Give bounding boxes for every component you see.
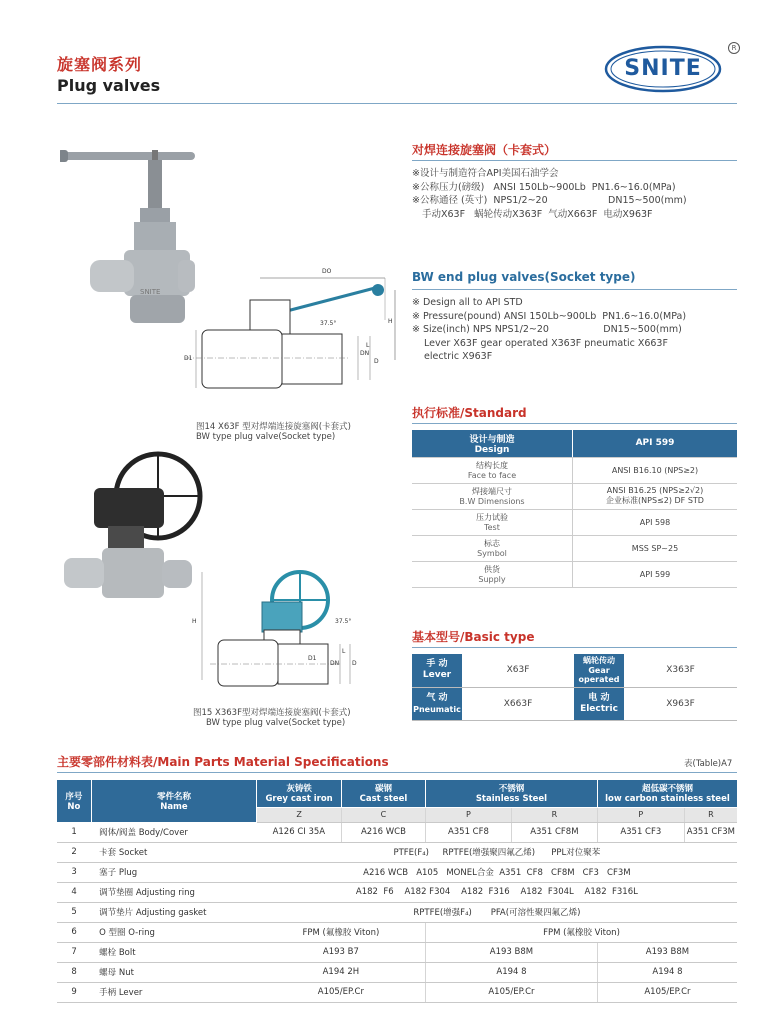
std-en: B.W Dimensions [459, 497, 525, 506]
dim-dn: DN [360, 350, 370, 357]
col-name-en: Name [160, 801, 188, 812]
col-no-en: No [67, 801, 81, 812]
std-value [573, 483, 738, 509]
standard-header-value: API 599 [573, 430, 738, 457]
row-half: FPM (氟橡胶 Viton) [426, 922, 738, 942]
dim-d: D [374, 358, 379, 365]
registered-mark: R [728, 42, 740, 54]
row-third: A193 B8M [426, 942, 598, 962]
gear-valve-dimension-drawing [190, 560, 360, 700]
header-rule [57, 103, 737, 104]
sub-r2: R [684, 807, 737, 822]
g3-en: Stainless Steel [475, 794, 548, 805]
basic-label-en: Gear [588, 665, 610, 675]
std-value-line: ANSI B16.25 (NPS≥2√2) [606, 486, 704, 495]
section-rule-2 [412, 289, 737, 290]
col-no-cn: 序号 [65, 791, 83, 802]
table-row [57, 962, 737, 982]
std-cn: 焊接端尺寸 [472, 487, 512, 496]
dim-dn-2: DN [330, 660, 340, 667]
row-name: 调节垫圈 Adjusting ring [91, 882, 257, 902]
basic-row [412, 654, 737, 687]
col-name [91, 780, 257, 822]
row-third: A194 8 [597, 962, 737, 982]
basic-rule [412, 647, 737, 648]
row-no: 1 [57, 822, 91, 842]
col-grey-cast-iron [257, 780, 342, 807]
fig14-caption-cn: 图14 X63F 型对焊端连接旋塞阀(卡套式) [196, 422, 351, 432]
row-no: 5 [57, 902, 91, 922]
spec-cn-line: ※设计与制造符合API美国石油学会 [412, 168, 559, 179]
dim-h-2: H [192, 618, 197, 625]
materials-header-row [57, 780, 737, 807]
basic-label [574, 654, 624, 687]
lever-plug-valve-photo [60, 140, 195, 330]
row-cell: A351 CF8 [426, 822, 512, 842]
fig14-caption-en: BW type plug valve(Socket type) [196, 432, 336, 442]
std-en: Test [484, 523, 500, 532]
row-third: A194 2H [257, 962, 426, 982]
dim-d1: D1 [184, 355, 193, 362]
dim-do: DO [322, 268, 332, 275]
dim-h: H [388, 318, 393, 325]
row-no: 8 [57, 962, 91, 982]
std-cn: 供货 [484, 565, 500, 574]
row-cell: A126 CI 35A [257, 822, 342, 842]
std-en: Supply [478, 575, 506, 584]
section-rule-1 [412, 160, 737, 161]
row-cell: A351 CF3M [684, 822, 737, 842]
materials-rule [57, 772, 737, 773]
row-name: 调节垫片 Adjusting gasket [91, 902, 257, 922]
row-name: O 型圈 O-ring [91, 922, 257, 942]
row-no: 4 [57, 882, 91, 902]
table-row [57, 942, 737, 962]
sub-p2: P [597, 807, 684, 822]
standard-row [412, 509, 737, 535]
table-row [57, 822, 737, 842]
row-name: 螺母 Nut [91, 962, 257, 982]
spec-cn-line: ※公称压力(磅级) ANSI 150Lb~900Lb PN1.6~16.0(MPa) [412, 181, 676, 193]
spec-en-line: ※ Size(inch) NPS NPS1/2~20 DN15~500(mm) [412, 324, 682, 335]
row-span: A216 WCB A105 MONEL合金 A351 CF8 CF8M CF3 CF3M [257, 862, 737, 882]
lever-valve-dimension-drawing [180, 260, 405, 400]
row-name: 螺栓 Bolt [91, 942, 257, 962]
basic-label-en: Lever [422, 670, 452, 681]
std-cn: 结构长度 [476, 461, 508, 470]
fig15-caption-en: BW type plug valve(Socket type) [206, 718, 346, 728]
row-cell: A351 CF3 [597, 822, 684, 842]
standard-row [412, 457, 737, 483]
g2-cn: 碳钢 [374, 784, 392, 795]
std-label [412, 483, 573, 509]
dim-d-2: D [352, 660, 357, 667]
section-title-en: BW end plug valves(Socket type) [412, 270, 636, 284]
basic-label-cn: 手 动 [426, 659, 448, 670]
standard-table [412, 430, 737, 588]
spec-en-line: ※ Design all to API STD [412, 297, 523, 308]
specs-en [412, 296, 686, 364]
std-en: Face to face [467, 471, 517, 480]
row-name: 阀体/阀盖 Body/Cover [91, 822, 257, 842]
std-value: MSS SP~25 [573, 535, 738, 561]
basic-label [412, 687, 462, 720]
fig15-caption-cn: 图15 X363F型对焊端连接旋塞阀(卡套式) [193, 708, 351, 718]
table-row [57, 982, 737, 1002]
standard-header-label [412, 430, 573, 457]
basic-row [412, 687, 737, 720]
row-third: A193 B8M [597, 942, 737, 962]
std-label [412, 535, 573, 561]
spec-cn-line: 手动X63F 蜗轮传动X363F 气动X663F 电动X963F [422, 208, 653, 220]
row-name: 卡套 Socket [91, 842, 257, 862]
std-label [412, 561, 573, 587]
g4-en: low carbon stainless steel [605, 794, 730, 805]
row-cell: A351 CF8M [511, 822, 597, 842]
basic-title: 基本型号/Basic type [412, 630, 535, 644]
spec-en-line: electric X963F [424, 351, 493, 362]
row-third: A105/EP.Cr [426, 982, 598, 1002]
std-value: API 599 [573, 561, 738, 587]
g4-cn: 超低碳不锈钢 [641, 784, 693, 795]
spec-en-line: ※ Pressure(pound) ANSI 150Lb~900Lb PN1.6~16.0(MPa) [412, 310, 687, 322]
standard-title: 执行标准/Standard [412, 406, 527, 420]
std-header-cn: 设计与制造 [469, 434, 515, 445]
col-low-carbon [597, 780, 737, 807]
materials-title: 主要零部件材料表/Main Parts Material Specifications [57, 755, 389, 769]
row-third: A105/EP.Cr [597, 982, 737, 1002]
snite-logo [603, 44, 725, 94]
basic-table [412, 654, 737, 721]
std-value: API 598 [573, 509, 738, 535]
basic-value: X963F [624, 687, 737, 720]
row-span: PTFE(F₄) RPTFE(增强聚四氟乙烯) PPL对位聚苯 [257, 842, 737, 862]
row-third: A193 B7 [257, 942, 426, 962]
basic-value: X363F [624, 654, 737, 687]
row-no: 6 [57, 922, 91, 942]
row-name: 手柄 Lever [91, 982, 257, 1002]
dim-d1-2: D1 [308, 655, 317, 662]
basic-label-en2: operated [578, 675, 620, 684]
basic-label-cn: 气 动 [426, 692, 448, 703]
specs-cn [412, 167, 687, 221]
standard-rule [412, 423, 737, 424]
standard-row [412, 483, 737, 509]
standard-row [412, 535, 737, 561]
col-no [57, 780, 91, 822]
materials-table [57, 780, 737, 1003]
std-cn: 标志 [484, 539, 500, 548]
basic-label [412, 654, 462, 687]
col-cast-steel [341, 780, 425, 807]
table-row [57, 882, 737, 902]
table-row [57, 862, 737, 882]
g1-en: Grey cast iron [265, 794, 333, 805]
row-third: A194 8 [426, 962, 598, 982]
row-name: 塞子 Plug [91, 862, 257, 882]
std-header-en: Design [474, 444, 510, 455]
std-value: ANSI B16.10 (NPS≥2) [573, 457, 738, 483]
row-no: 3 [57, 862, 91, 882]
g3-cn: 不锈钢 [498, 784, 525, 795]
row-no: 2 [57, 842, 91, 862]
sub-c: C [341, 807, 425, 822]
std-en: Symbol [477, 549, 507, 558]
logo-text: SNITE [624, 56, 702, 81]
section-title-cn: 对焊连接旋塞阀（卡套式） [412, 143, 557, 157]
page-title-en: Plug valves [57, 76, 161, 95]
col-stainless [426, 780, 598, 807]
dim-angle-2: 37.5° [335, 618, 352, 625]
table-row [57, 842, 737, 862]
table-number: 表(Table)A7 [684, 759, 733, 769]
basic-value: X663F [462, 687, 574, 720]
standard-row [412, 561, 737, 587]
spec-cn-line: ※公称通径 (英寸) NPS1/2~20 DN15~500(mm) [412, 195, 687, 206]
dim-l-2: L [342, 648, 346, 655]
sub-r: R [511, 807, 597, 822]
basic-value: X63F [462, 654, 574, 687]
table-row [57, 922, 737, 942]
row-no: 7 [57, 942, 91, 962]
row-third: A105/EP.Cr [257, 982, 426, 1002]
basic-label-en: Electric [580, 703, 618, 714]
dim-l: L [366, 342, 370, 349]
std-label [412, 457, 573, 483]
row-half: FPM (氟橡胶 Viton) [257, 922, 426, 942]
standard-header-row [412, 430, 737, 457]
basic-label [574, 687, 624, 720]
std-value-line2: 企业标准(NPS≤2) DF STD [606, 496, 704, 505]
std-label [412, 509, 573, 535]
sub-z: Z [257, 807, 342, 822]
row-span: RPTFE(增强F₄) PFA(可溶性聚四氟乙烯) [257, 902, 737, 922]
body-mark: SNITE [140, 288, 161, 296]
table-row [57, 902, 737, 922]
sub-p: P [426, 807, 512, 822]
basic-label-cn: 电 动 [588, 692, 610, 703]
row-no: 9 [57, 982, 91, 1002]
std-cn: 压力试验 [476, 513, 508, 522]
page-title-cn: 旋塞阀系列 [57, 55, 143, 74]
row-span: A182 F6 A182 F304 A182 F316 A182 F304L A182 F316L [257, 882, 737, 902]
basic-label-en: Pneumatic [413, 704, 461, 714]
dim-angle: 37.5° [320, 320, 337, 327]
g1-cn: 灰铸铁 [286, 784, 312, 795]
g2-en: Cast steel [359, 794, 408, 805]
row-cell: A216 WCB [341, 822, 425, 842]
basic-label-cn: 蜗轮传动 [583, 656, 615, 665]
col-name-cn: 零件名称 [156, 791, 191, 802]
spec-en-line: Lever X63F gear operated X363F pneumatic X663F [424, 337, 668, 349]
